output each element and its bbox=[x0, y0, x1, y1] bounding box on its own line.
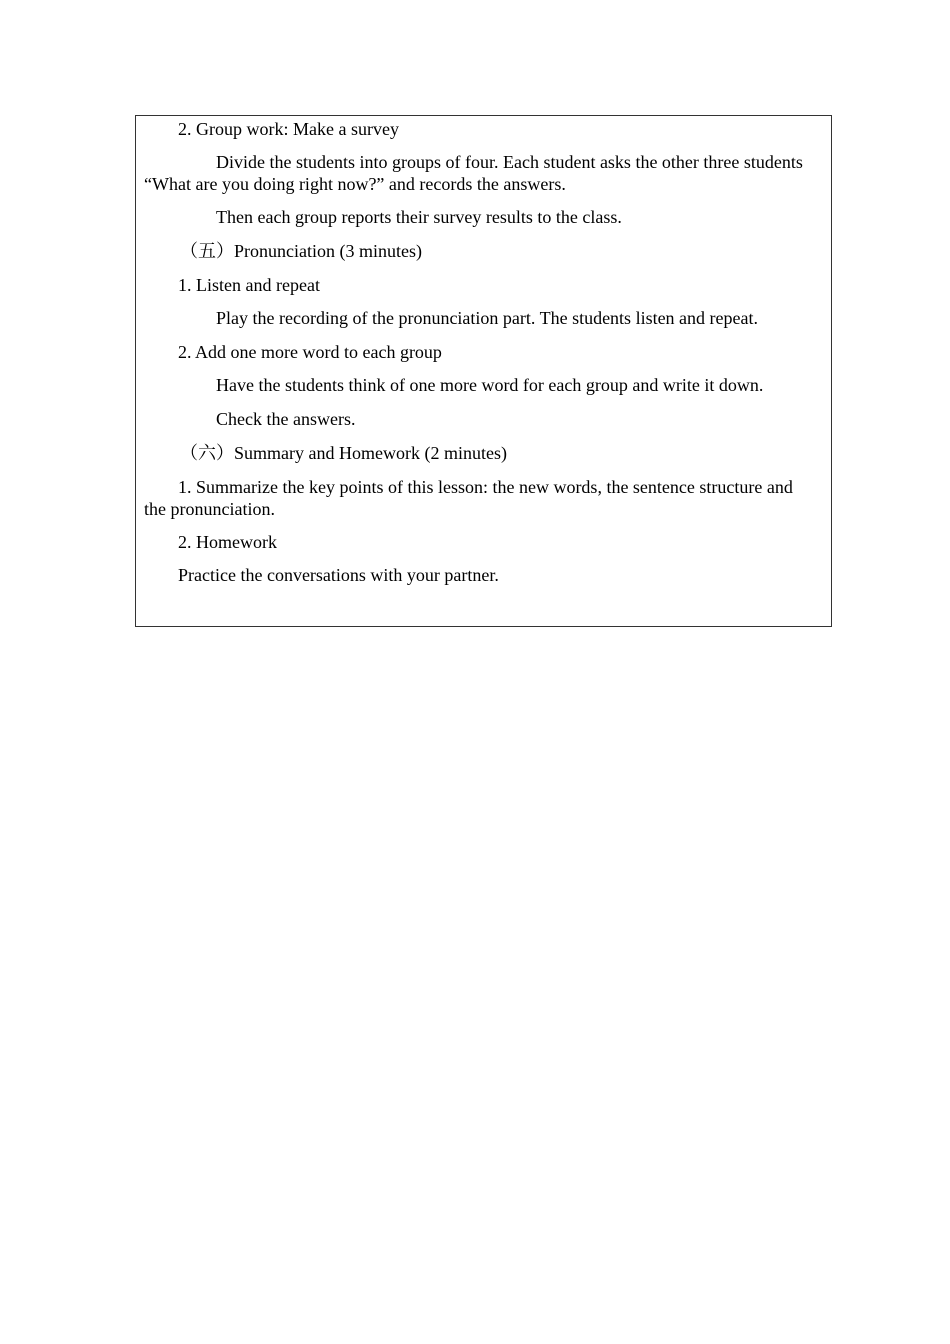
homework-instruction: Practice the conversations with your partner. bbox=[178, 565, 499, 585]
check-answers-instruction: Check the answers. bbox=[216, 409, 356, 429]
group-work-instruction: Divide the students into groups of four. Each student asks the other three students “What are you doing right now?” and records the answers. bbox=[144, 152, 803, 194]
lesson-plan-table-cell bbox=[135, 115, 832, 627]
group-report-instruction: Then each group reports their survey results to the class. bbox=[216, 207, 622, 227]
group-work-heading: 2. Group work: Make a survey bbox=[178, 119, 399, 139]
add-word-instruction: Have the students think of one more word for each group and write it down. bbox=[216, 375, 764, 395]
listen-repeat-heading: 1. Listen and repeat bbox=[178, 275, 320, 295]
summary-point: 1. Summarize the key points of this lesson: the new words, the sentence structure and the pronunciation. bbox=[144, 477, 793, 519]
section-summary-heading: （六）Summary and Homework (2 minutes) bbox=[180, 443, 507, 463]
add-word-heading: 2. Add one more word to each group bbox=[178, 342, 442, 362]
homework-heading: 2. Homework bbox=[178, 532, 277, 552]
listen-repeat-instruction: Play the recording of the pronunciation part. The students listen and repeat. bbox=[216, 308, 759, 328]
section-pronunciation-heading: （五）Pronunciation (3 minutes) bbox=[180, 241, 422, 261]
